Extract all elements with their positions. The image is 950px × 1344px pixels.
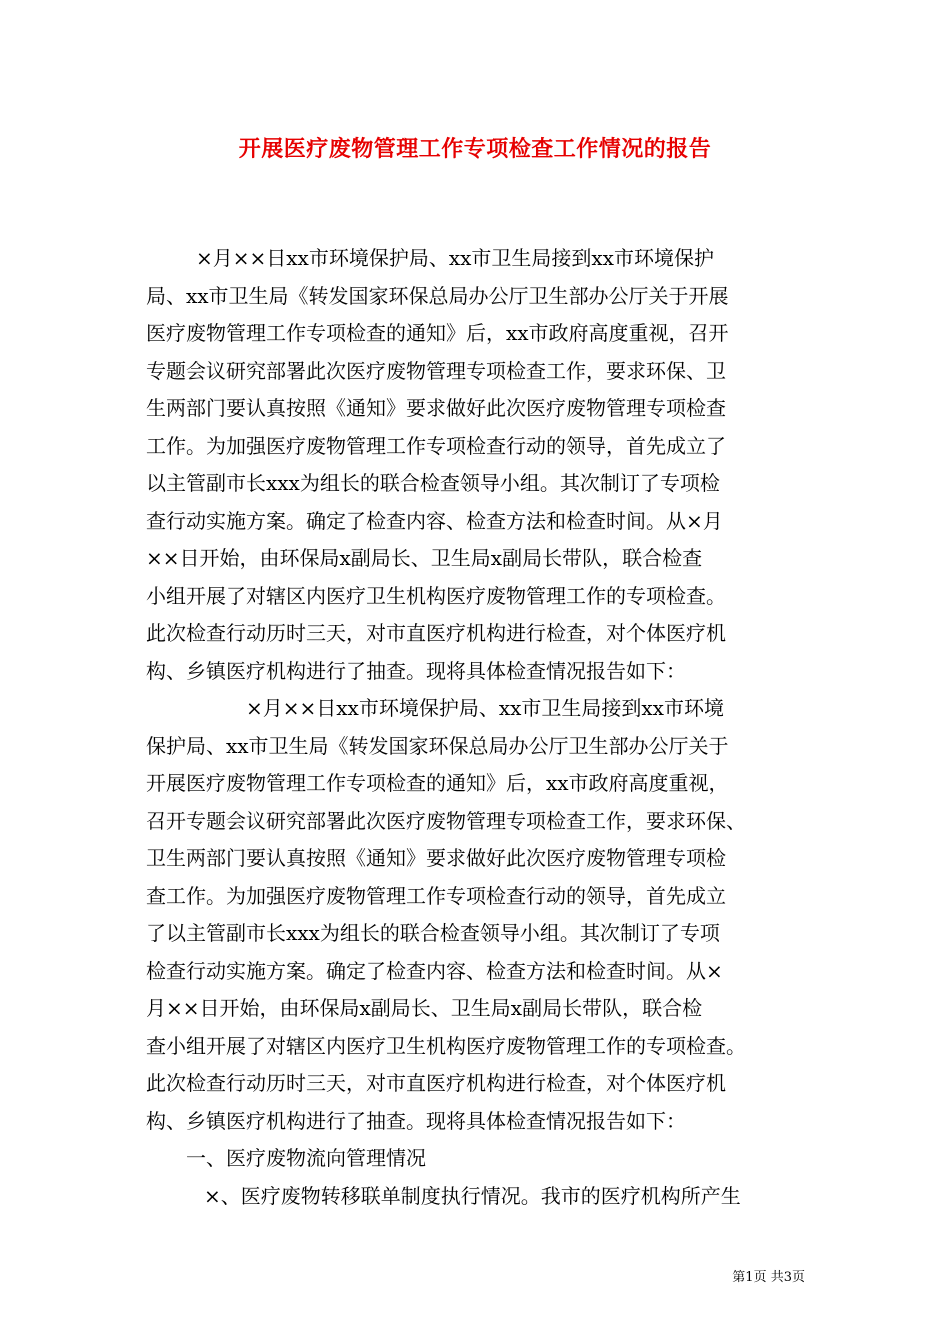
- body-line: 专题会议研究部署此次医疗废物管理专项检查工作，要求环保、卫: [146, 358, 726, 383]
- body-line: 工作。为加强医疗废物管理工作专项检查行动的领导，首先成立了: [146, 433, 726, 458]
- body-line: 此次检查行动历时三天，对市直医疗机构进行检查，对个体医疗机: [146, 621, 726, 645]
- body-line: 查行动实施方案。确定了检查内容、检查方法和检查时间。从×月: [146, 508, 723, 533]
- footer-middle: 页 共: [753, 1270, 784, 1285]
- body-line: 保护局、xx市卫生局《转发国家环保总局办公厅卫生部办公厅关于: [146, 733, 729, 758]
- body-line: 局、xx市卫生局《转发国家环保总局办公厅卫生部办公厅关于开展: [146, 283, 729, 308]
- body-line: ×、医疗废物转移联单制度执行情况。我市的医疗机构所产生: [204, 1183, 741, 1208]
- body-line: 了以主管副市长xxx为组长的联合检查领导小组。其次制订了专项: [146, 921, 720, 945]
- body-line: 卫生两部门要认真按照《通知》要求做好此次医疗废物管理专项检: [146, 846, 726, 870]
- body-line: 生两部门要认真按照《通知》要求做好此次医疗废物管理专项检查: [146, 396, 726, 420]
- footer-prefix: 第: [732, 1270, 746, 1285]
- footer-current-page: 1: [745, 1270, 754, 1285]
- body-line: 此次检查行动历时三天，对市直医疗机构进行检查，对个体医疗机: [146, 1071, 726, 1095]
- body-line: ×月××日xx市环境保护局、xx市卫生局接到xx市环境: [246, 696, 724, 720]
- page-footer: [0, 1266, 805, 1285]
- body-line: 查工作。为加强医疗废物管理工作专项检查行动的领导，首先成立: [146, 883, 726, 908]
- body-line: 查小组开展了对辖区内医疗卫生机构医疗废物管理工作的专项检查。: [146, 1033, 746, 1058]
- body-line: 以主管副市长xxx为组长的联合检查领导小组。其次制订了专项检: [146, 471, 720, 495]
- body-line: 医疗废物管理工作专项检查的通知》后，xx市政府高度重视，召开: [146, 321, 729, 345]
- document-body: [146, 240, 816, 1215]
- body-line: 一、医疗废物流向管理情况: [186, 1146, 426, 1170]
- body-line: 检查行动实施方案。确定了检查内容、检查方法和检查时间。从×: [146, 958, 723, 983]
- footer-total-pages: 3: [783, 1270, 792, 1285]
- body-line: 构、乡镇医疗机构进行了抽查。现将具体检查情况报告如下：: [146, 658, 686, 683]
- footer-suffix: 页: [791, 1270, 805, 1285]
- body-line: 月××日开始，由环保局x副局长、卫生局x副局长带队，联合检: [146, 996, 703, 1020]
- body-line: 开展医疗废物管理工作专项检查的通知》后，xx市政府高度重视，: [146, 771, 729, 795]
- document-title: 开展医疗废物管理工作专项检查工作情况的报告: [238, 136, 712, 162]
- body-line: ×月××日xx市环境保护局、xx市卫生局接到xx市环境保护: [196, 246, 714, 270]
- body-line: 构、乡镇医疗机构进行了抽查。现将具体检查情况报告如下：: [146, 1108, 686, 1133]
- body-line: 召开专题会议研究部署此次医疗废物管理专项检查工作，要求环保、: [146, 808, 746, 833]
- body-line: 小组开展了对辖区内医疗卫生机构医疗废物管理工作的专项检查。: [146, 583, 726, 608]
- body-line: ××日开始，由环保局x副局长、卫生局x副局长带队，联合检查: [146, 546, 703, 570]
